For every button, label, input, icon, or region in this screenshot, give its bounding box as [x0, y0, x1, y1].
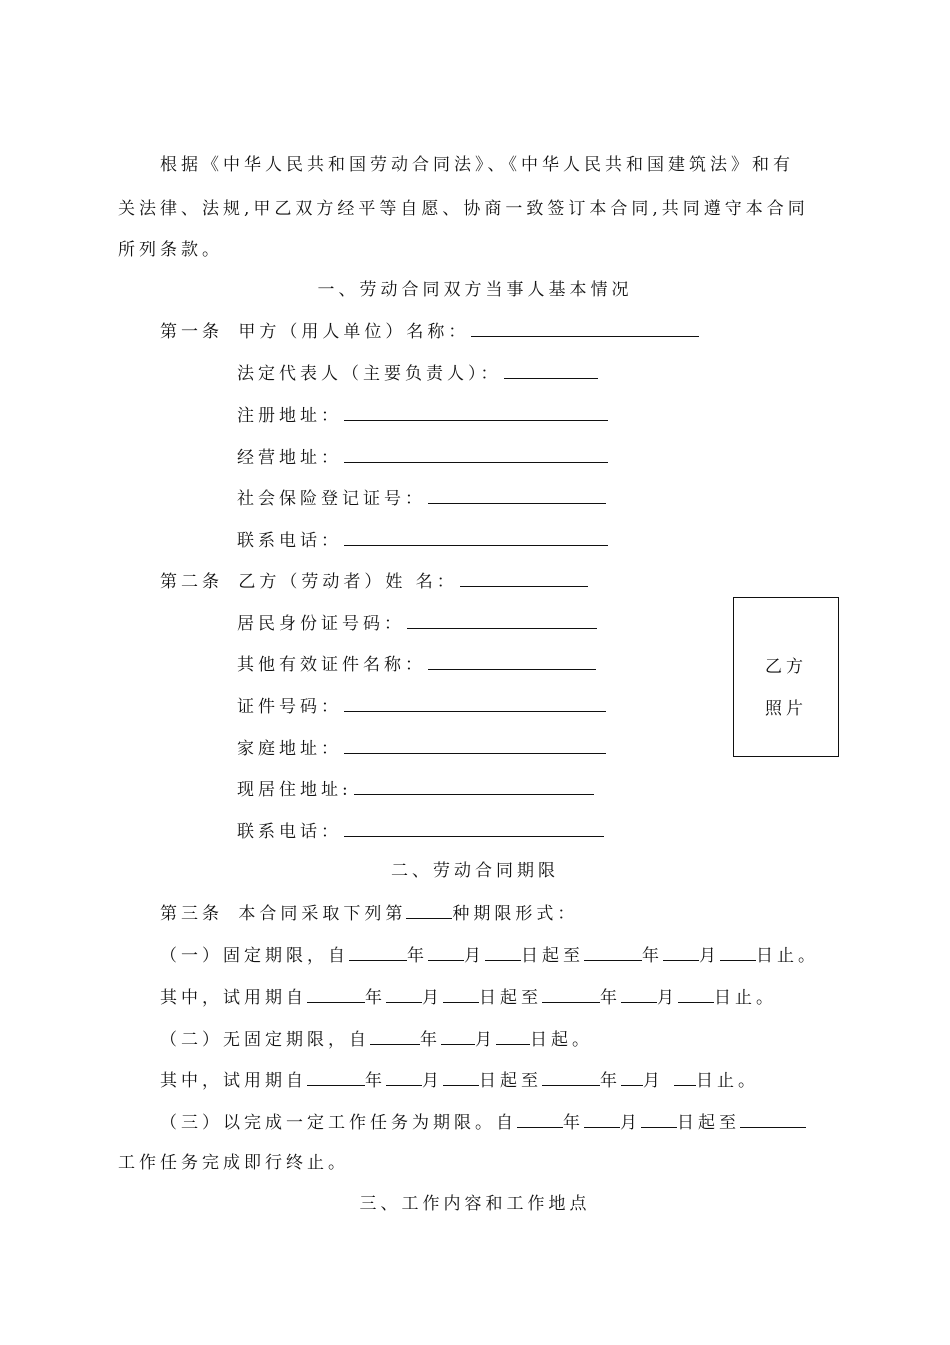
- option-3-end: 工作任务完成即行终止。: [118, 1153, 349, 1173]
- social-ins-label: 社会保险登记证号：: [237, 489, 426, 509]
- intro-line-3: 所列条款。: [118, 240, 223, 260]
- probation-label: 其中，试用期自: [160, 1071, 307, 1091]
- day-end-text: 日止。: [714, 988, 777, 1008]
- employer-name-field[interactable]: [471, 320, 699, 337]
- o1-end-year[interactable]: [584, 944, 642, 961]
- month-text: 月: [464, 946, 485, 966]
- p2-end-year[interactable]: [542, 1069, 600, 1086]
- p1-end-year[interactable]: [542, 986, 600, 1003]
- p1-start-month[interactable]: [386, 986, 422, 1003]
- article-3-text-a: 本合同采取下列第: [238, 904, 407, 924]
- employee-name-field[interactable]: [460, 570, 588, 587]
- probation-label: 其中，试用期自: [160, 988, 307, 1008]
- phone-b-field[interactable]: [344, 820, 604, 837]
- p1-end-day[interactable]: [678, 986, 714, 1003]
- biz-addr-label: 经营地址：: [237, 448, 342, 468]
- month-text: 月: [643, 1071, 664, 1091]
- o1-end-month[interactable]: [663, 944, 699, 961]
- o2-start-day[interactable]: [496, 1028, 530, 1045]
- home-addr-row: [237, 737, 608, 760]
- month-text: 月: [422, 1071, 443, 1091]
- option-2-row: [160, 1028, 593, 1051]
- article-1: [160, 320, 701, 343]
- reg-addr-field[interactable]: [344, 404, 608, 421]
- legal-rep-field[interactable]: [504, 362, 598, 379]
- article-3-text-b: 种期限形式：: [452, 904, 579, 924]
- photo-box[interactable]: [733, 597, 839, 757]
- option-3-row: [160, 1111, 806, 1134]
- task-field[interactable]: [740, 1111, 806, 1128]
- p2-start-year[interactable]: [307, 1069, 365, 1086]
- o2-start-month[interactable]: [441, 1028, 475, 1045]
- other-cert-field[interactable]: [428, 653, 596, 670]
- p2-end-day[interactable]: [674, 1069, 696, 1086]
- o3-start-day[interactable]: [641, 1111, 677, 1128]
- cert-no-field[interactable]: [344, 695, 606, 712]
- intro-line-1: 根据《中华人民共和国劳动合同法》、《中华人民共和国建筑法》和有: [160, 155, 794, 175]
- o3-start-year[interactable]: [517, 1111, 563, 1128]
- o1-start-year[interactable]: [349, 944, 407, 961]
- probation-1-row: [160, 986, 777, 1009]
- option-1-label: （一）固定期限，自: [160, 946, 349, 966]
- id-no-field[interactable]: [407, 612, 597, 629]
- social-ins-field[interactable]: [428, 487, 606, 504]
- phone-a-field[interactable]: [344, 529, 608, 546]
- day-end-text: 日止。: [696, 1071, 759, 1091]
- phone-a-label: 联系电话：: [237, 531, 342, 551]
- term-type-field[interactable]: [406, 902, 452, 919]
- photo-label-2: 照片: [765, 699, 807, 719]
- year-text: 年: [420, 1030, 441, 1050]
- employee-name-label: 乙方（劳动者）姓 名：: [238, 572, 458, 592]
- p1-end-month[interactable]: [621, 986, 657, 1003]
- cur-addr-field[interactable]: [354, 778, 594, 795]
- section-3-heading: 三、工作内容和工作地点: [359, 1194, 591, 1214]
- month-text: 月: [699, 946, 720, 966]
- p1-start-year[interactable]: [307, 986, 365, 1003]
- article-1-prefix: 第一条: [160, 322, 223, 342]
- probation-2-row: [160, 1069, 759, 1092]
- month-text: 月: [620, 1113, 641, 1133]
- article-3-prefix: 第三条: [160, 904, 223, 924]
- reg-addr-row: [237, 404, 610, 427]
- reg-addr-label: 注册地址：: [237, 406, 342, 426]
- legal-rep-label: 法定代表人（主要负责人）：: [237, 364, 502, 384]
- biz-addr-row: [237, 446, 610, 469]
- article-2: [160, 570, 590, 593]
- o2-start-year[interactable]: [370, 1028, 420, 1045]
- year-text: 年: [642, 946, 663, 966]
- section-1-heading: 一、劳动合同双方当事人基本情况: [317, 280, 633, 300]
- option-2-label: （二）无固定期限，自: [160, 1030, 370, 1050]
- p2-end-month[interactable]: [621, 1069, 643, 1086]
- o1-end-day[interactable]: [720, 944, 756, 961]
- option-3-label: （三）以完成一定工作任务为期限。自: [160, 1113, 517, 1133]
- id-no-label: 居民身份证号码：: [237, 614, 405, 634]
- other-cert-row: [237, 653, 598, 676]
- option-1-row: [160, 944, 819, 967]
- legal-rep-row: [237, 362, 600, 385]
- section-2-heading: 二、劳动合同期限: [391, 861, 559, 881]
- article-2-prefix: 第二条: [160, 572, 223, 592]
- o1-start-day[interactable]: [485, 944, 521, 961]
- article-3: [160, 902, 578, 925]
- day-from-text: 日起至: [479, 988, 542, 1008]
- p1-start-day[interactable]: [443, 986, 479, 1003]
- year-text: 年: [365, 1071, 386, 1091]
- phone-b-label: 联系电话：: [237, 822, 342, 842]
- day-from-text: 日起至: [677, 1113, 740, 1133]
- month-text: 月: [422, 988, 443, 1008]
- year-text: 年: [600, 988, 621, 1008]
- cert-no-label: 证件号码：: [237, 697, 342, 717]
- cur-addr-row: [237, 778, 596, 801]
- biz-addr-field[interactable]: [344, 446, 608, 463]
- photo-label-1: 乙方: [765, 657, 807, 677]
- day-from-text: 日起至: [521, 946, 584, 966]
- p2-start-month[interactable]: [386, 1069, 422, 1086]
- cur-addr-label: 现居住地址:: [237, 780, 352, 800]
- p2-start-day[interactable]: [443, 1069, 479, 1086]
- year-text: 年: [365, 988, 386, 1008]
- home-addr-field[interactable]: [344, 737, 606, 754]
- o1-start-month[interactable]: [428, 944, 464, 961]
- year-text: 年: [600, 1071, 621, 1091]
- day-end-text: 日止。: [756, 946, 819, 966]
- day-start-text: 日起。: [530, 1030, 593, 1050]
- employer-name-label: 甲方（用人单位）名称：: [238, 322, 470, 342]
- social-ins-row: [237, 487, 608, 510]
- day-from-text: 日起至: [479, 1071, 542, 1091]
- intro-line-2: 关法律、法规,甲乙双方经平等自愿、协商一致签订本合同,共同遵守本合同: [118, 199, 809, 219]
- year-text: 年: [407, 946, 428, 966]
- o3-start-month[interactable]: [584, 1111, 620, 1128]
- home-addr-label: 家庭地址：: [237, 739, 342, 759]
- month-text: 月: [475, 1030, 496, 1050]
- phone-a-row: [237, 529, 610, 552]
- year-text: 年: [563, 1113, 584, 1133]
- month-text: 月: [657, 988, 678, 1008]
- id-no-row: [237, 612, 599, 635]
- cert-no-row: [237, 695, 608, 718]
- phone-b-row: [237, 820, 606, 843]
- other-cert-label: 其他有效证件名称：: [237, 655, 426, 675]
